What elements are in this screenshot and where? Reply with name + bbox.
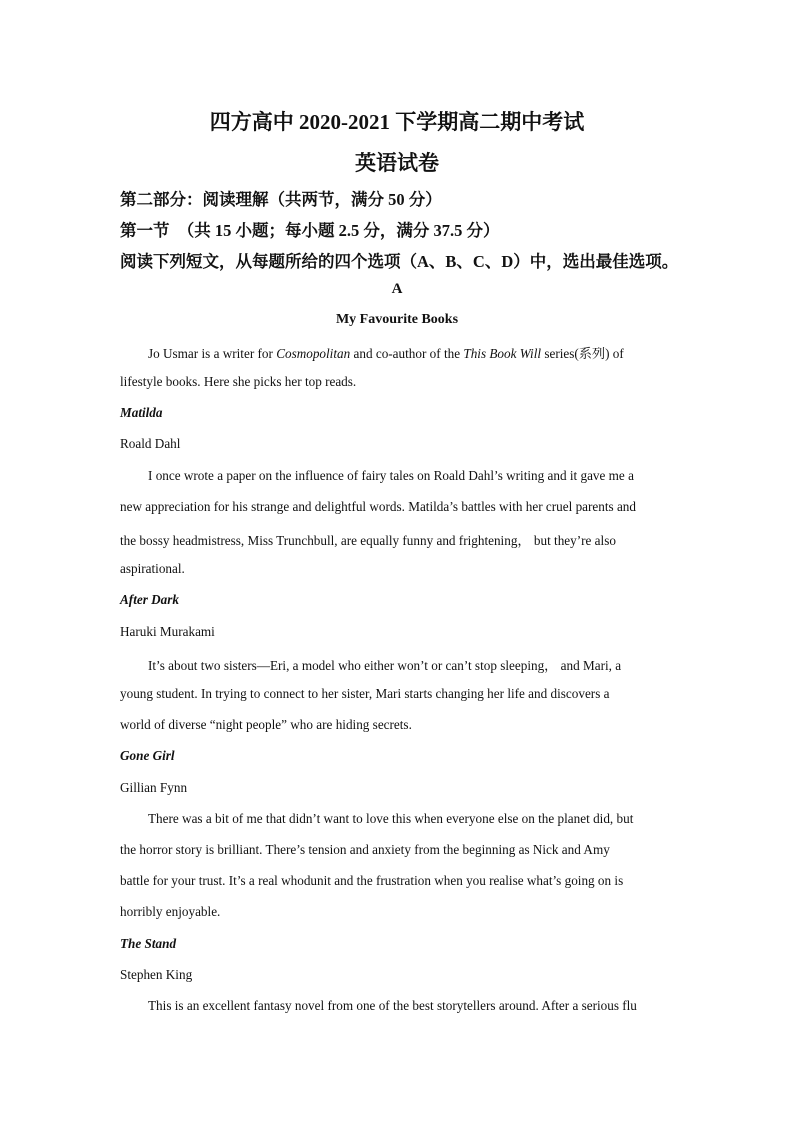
book-review-line: I once wrote a paper on the influence of fairy tales on Roald Dahl’s writing and it gave me a [148,468,634,483]
exam-title: 四方高中 2020-2021 下学期高二期中考试 [209,110,585,134]
book-review-line: world of diverse “night people” who are hiding secrets. [120,717,412,732]
book-review-line: new appreciation for his strange and delightful words. Matilda’s battles with her cruel parents and [120,499,636,514]
instruction-text: 阅读下列短文，从每题所给的四个选项（A、B、C、D）中，选出最佳选项。 [120,252,679,271]
book-author: Stephen King [120,967,193,982]
intro-line-1 [148,343,624,362]
intro-text-1: Jo Usmar is a writer for [148,346,277,361]
subsection-heading: 第一节 （共 15 小题；每小题 2.5 分，满分 37.5 分） [120,221,500,240]
series-name: This Book Will [463,346,542,361]
book-author: Roald Dahl [120,436,181,451]
exam-subtitle: 英语试卷 [355,151,439,175]
book-title: After Dark [120,592,179,607]
book-review-line: aspirational. [120,561,185,576]
magazine-name: Cosmopolitan [276,346,351,361]
book-author: Gillian Fynn [120,780,188,795]
passage-title: My Favourite Books [335,312,459,327]
book-review-line: There was a bit of me that didn’t want to love this when everyone else on the planet did, but [148,811,634,826]
intro-text-3: series(系列) of [541,346,624,361]
book-review-line: the horror story is brilliant. There’s tension and anxiety from the beginning as Nick and Amy [120,842,610,857]
section-part-heading: 第二部分：阅读理解（共两节，满分 50 分） [120,190,442,209]
book-title: The Stand [120,936,177,951]
book-title: Matilda [120,405,163,420]
book-review-line: battle for your trust. It’s a real whodunit and the frustration when you realise what’s going on is [120,873,624,888]
passage-label: A [391,281,403,297]
book-review-line: This is an excellent fantasy novel from one of the best storytellers around. After a serious flu [148,998,637,1013]
book-review-line: young student. In trying to connect to her sister, Mari starts changing her life and discovers a [120,686,610,701]
intro-text-2: and co-author of the [350,346,464,361]
book-author: Haruki Murakami [120,624,215,639]
book-title: Gone Girl [120,748,175,763]
intro-line-2: lifestyle books. Here she picks her top reads. [120,374,357,389]
book-review-line: the bossy headmistress, Miss Trunchbull, are equally funny and frightening， but they’re also [120,533,616,548]
book-review-line: It’s about two sisters—Eri, a model who either won’t or can’t stop sleeping， and Mari, a [148,658,622,673]
book-review-line: horribly enjoyable. [120,904,221,919]
